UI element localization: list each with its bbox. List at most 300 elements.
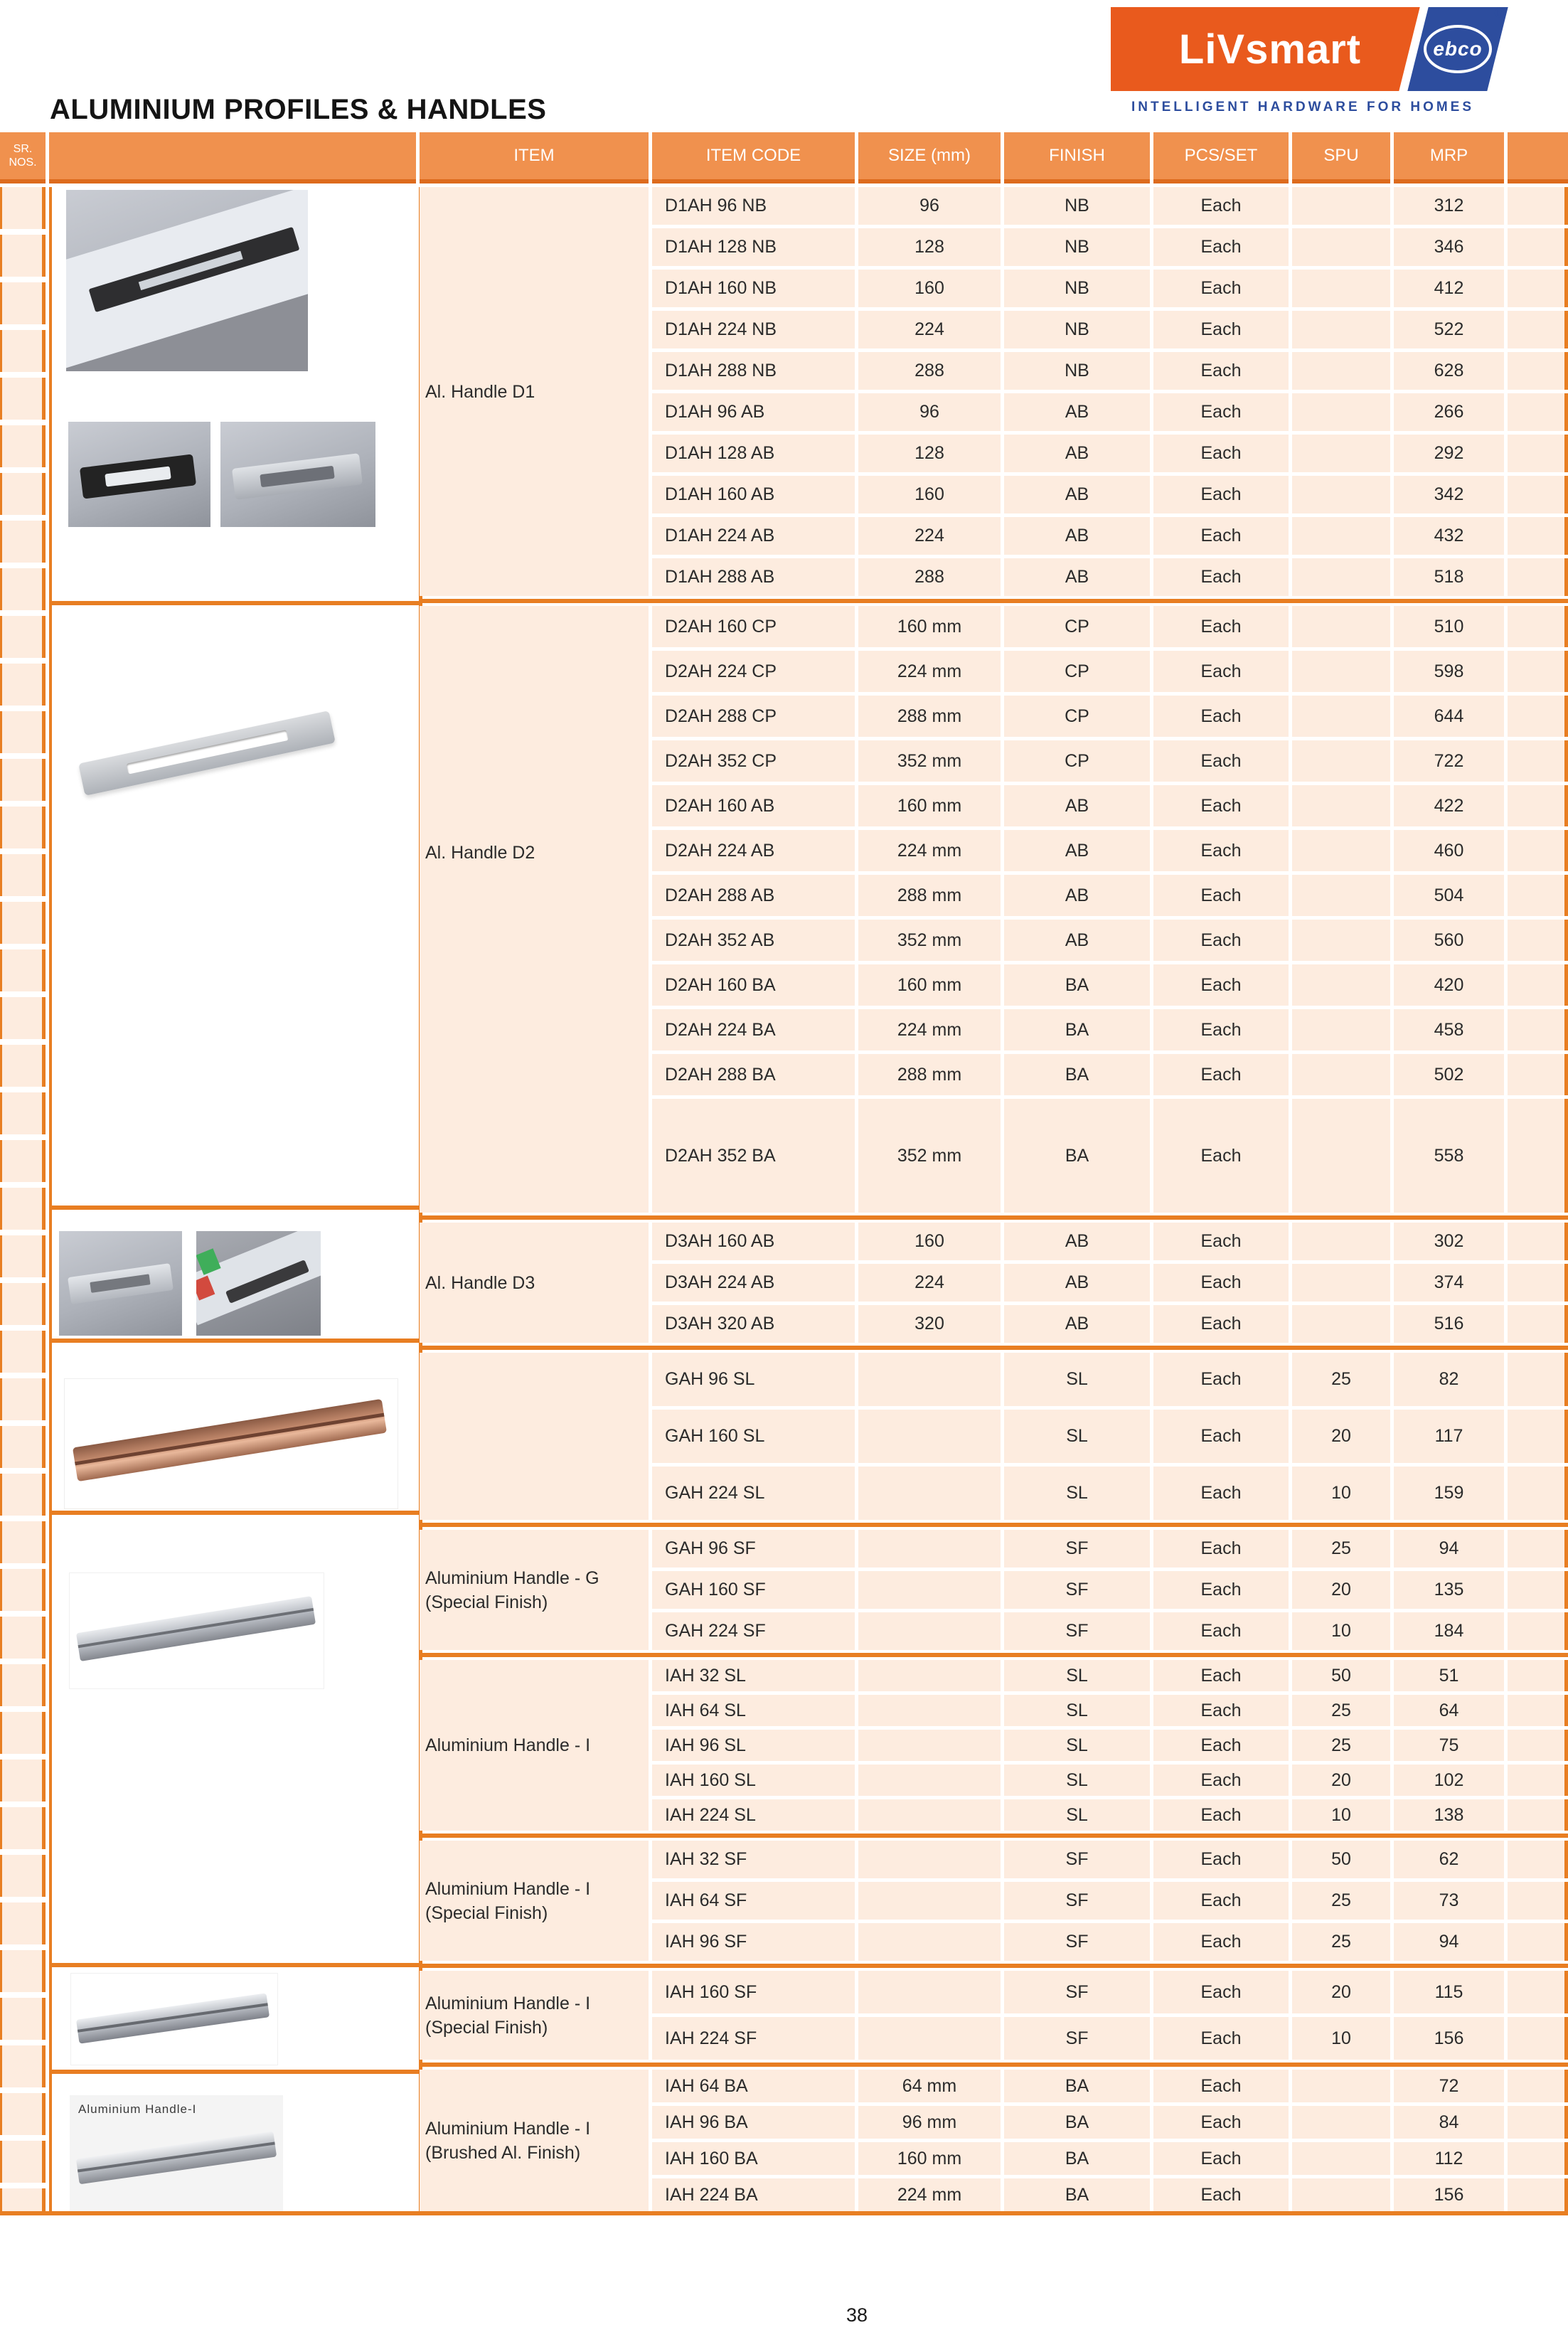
table-row — [652, 558, 1568, 596]
cell-trailing — [1508, 1882, 1568, 1920]
cell-size: 288 mm — [858, 1054, 1001, 1095]
cell-finish: SF — [1004, 2017, 1150, 2060]
cell-trailing — [1508, 1923, 1568, 1961]
gah-copper-image-panel — [52, 1343, 419, 1511]
cell-pcs-set: Each — [1153, 1841, 1289, 1878]
cell-spu: 25 — [1292, 1353, 1390, 1406]
cell-pcs-set: Each — [1153, 606, 1289, 647]
cell-trailing — [1508, 875, 1568, 916]
cell-spu: 25 — [1292, 1730, 1390, 1761]
cell-finish: AB — [1004, 830, 1150, 871]
cell-finish: SF — [1004, 1530, 1150, 1568]
cell-pcs-set: Each — [1153, 558, 1289, 596]
cell-size — [858, 1799, 1001, 1831]
cell-pcs-set: Each — [1153, 1660, 1289, 1691]
table-row — [652, 1571, 1568, 1609]
cell-spu — [1292, 964, 1390, 1006]
cell-size: 224 — [858, 517, 1001, 555]
cell-mrp: 82 — [1394, 1353, 1504, 1406]
table-row — [652, 1730, 1568, 1761]
cell-item-code: D1AH 160 NB — [652, 270, 855, 307]
cell-pcs-set: Each — [1153, 2178, 1289, 2211]
cell-size: 160 mm — [858, 964, 1001, 1006]
cell-trailing — [1508, 476, 1568, 513]
cell-spu: 50 — [1292, 1660, 1390, 1691]
cell-mrp: 94 — [1394, 1923, 1504, 1961]
cell-spu — [1292, 2142, 1390, 2175]
cell-size: 128 — [858, 435, 1001, 472]
cell-spu: 20 — [1292, 1410, 1390, 1463]
cell-trailing — [1508, 270, 1568, 307]
cell-trailing — [1508, 696, 1568, 737]
cell-trailing — [1508, 517, 1568, 555]
cell-finish: AB — [1004, 785, 1150, 826]
cell-finish: SL — [1004, 1799, 1150, 1831]
cell-size: 224 — [858, 1264, 1001, 1302]
page-title: ALUMINIUM PROFILES & HANDLES — [50, 94, 547, 125]
cell-size — [858, 1923, 1001, 1961]
cell-finish: CP — [1004, 651, 1150, 692]
cell-mrp: 412 — [1394, 270, 1504, 307]
cell-trailing — [1508, 435, 1568, 472]
silver-g-handle-photo — [69, 1572, 324, 1689]
cell-spu — [1292, 2178, 1390, 2211]
cell-spu — [1292, 830, 1390, 871]
copper-handle-photo — [64, 1378, 398, 1509]
item-group-label: Aluminium Handle - G (Special Finish) — [420, 1530, 649, 1650]
cell-trailing — [1508, 393, 1568, 431]
cell-finish: SF — [1004, 1882, 1150, 1920]
cell-spu: 25 — [1292, 1695, 1390, 1726]
cell-mrp: 422 — [1394, 785, 1504, 826]
cell-item-code: D1AH 128 NB — [652, 228, 855, 266]
cell-pcs-set: Each — [1153, 696, 1289, 737]
cell-trailing — [1508, 311, 1568, 348]
cell-pcs-set: Each — [1153, 785, 1289, 826]
cell-pcs-set: Each — [1153, 1054, 1289, 1095]
cell-finish: SF — [1004, 1971, 1150, 2013]
cell-pcs-set: Each — [1153, 1971, 1289, 2013]
cell-trailing — [1508, 1054, 1568, 1095]
cell-trailing — [1508, 1841, 1568, 1878]
cell-trailing — [1508, 2142, 1568, 2175]
cell-trailing — [1508, 187, 1568, 225]
cell-spu — [1292, 517, 1390, 555]
item-group-label: Aluminium Handle - I (Brushed Al. Finish) — [420, 2070, 649, 2211]
item-group-label: Al. Handle D1 — [420, 187, 649, 596]
cell-finish: NB — [1004, 270, 1150, 307]
table-row — [652, 696, 1568, 737]
product-group-section — [420, 1971, 1568, 2060]
cell-spu: 25 — [1292, 1530, 1390, 1568]
cell-finish: NB — [1004, 187, 1150, 225]
cell-mrp: 346 — [1394, 228, 1504, 266]
table-row — [652, 311, 1568, 348]
iah-brushed-image-panel — [52, 2074, 419, 2215]
cell-mrp: 342 — [1394, 476, 1504, 513]
cell-item-code: IAH 96 BA — [652, 2106, 855, 2139]
cell-spu — [1292, 1264, 1390, 1302]
cell-trailing — [1508, 2178, 1568, 2211]
cell-spu — [1292, 2106, 1390, 2139]
cell-item-code: D1AH 288 AB — [652, 558, 855, 596]
table-row — [652, 2178, 1568, 2211]
table-row — [652, 1410, 1568, 1463]
cell-pcs-set: Each — [1153, 435, 1289, 472]
cell-spu: 20 — [1292, 1571, 1390, 1609]
cell-pcs-set: Each — [1153, 920, 1289, 961]
cell-trailing — [1508, 606, 1568, 647]
cell-mrp: 560 — [1394, 920, 1504, 961]
cell-size: 352 mm — [858, 920, 1001, 961]
livsmart-logo — [1111, 7, 1429, 91]
cell-pcs-set: Each — [1153, 270, 1289, 307]
product-group-section — [420, 2070, 1568, 2211]
cell-spu — [1292, 476, 1390, 513]
cell-trailing — [1508, 228, 1568, 266]
cell-spu — [1292, 2070, 1390, 2102]
table-row — [652, 1841, 1568, 1878]
cell-item-code: GAH 96 SL — [652, 1353, 855, 1406]
cell-trailing — [1508, 1353, 1568, 1406]
cell-mrp: 628 — [1394, 352, 1504, 390]
table-header-row — [0, 132, 1568, 183]
sr-nos-column — [0, 187, 46, 2215]
product-group-section — [420, 187, 1568, 596]
cell-finish: SL — [1004, 1730, 1150, 1761]
table-row — [652, 606, 1568, 647]
d3-image-panel — [52, 1210, 419, 1339]
cell-pcs-set: Each — [1153, 875, 1289, 916]
cell-spu: 25 — [1292, 1882, 1390, 1920]
cell-item-code: D3AH 160 AB — [652, 1223, 855, 1260]
section-divider — [420, 1215, 1568, 1220]
cell-size: 224 mm — [858, 651, 1001, 692]
table-sections — [420, 187, 1568, 2211]
cell-mrp: 374 — [1394, 1264, 1504, 1302]
cell-spu — [1292, 1223, 1390, 1260]
section-divider — [420, 2063, 1568, 2067]
cell-size: 352 mm — [858, 1099, 1001, 1213]
cell-pcs-set: Each — [1153, 2070, 1289, 2102]
table-row — [652, 1223, 1568, 1260]
section-divider — [420, 1523, 1568, 1527]
cell-finish: SL — [1004, 1410, 1150, 1463]
cell-mrp: 518 — [1394, 558, 1504, 596]
cell-mrp: 156 — [1394, 2017, 1504, 2060]
cell-finish: AB — [1004, 435, 1150, 472]
cell-mrp: 312 — [1394, 187, 1504, 225]
table-row — [652, 435, 1568, 472]
header-trailing — [1508, 132, 1568, 183]
cell-item-code: D2AH 224 AB — [652, 830, 855, 871]
cell-size — [858, 1971, 1001, 2013]
cell-item-code: D1AH 160 AB — [652, 476, 855, 513]
page-number: 38 — [846, 2304, 868, 2326]
cell-trailing — [1508, 740, 1568, 782]
cell-size: 288 — [858, 352, 1001, 390]
cell-item-code: GAH 160 SF — [652, 1571, 855, 1609]
cell-mrp: 94 — [1394, 1530, 1504, 1568]
header-item: ITEM — [420, 132, 649, 183]
d3-drawer-photo — [196, 1231, 321, 1336]
cell-spu — [1292, 435, 1390, 472]
cell-spu — [1292, 352, 1390, 390]
cell-item-code: D2AH 352 CP — [652, 740, 855, 782]
cell-pcs-set: Each — [1153, 2142, 1289, 2175]
cell-item-code: D2AH 288 CP — [652, 696, 855, 737]
table-row — [652, 1695, 1568, 1726]
cell-pcs-set: Each — [1153, 187, 1289, 225]
iah-silver-image-panel — [52, 1967, 419, 2070]
cell-finish: BA — [1004, 964, 1150, 1006]
cell-size — [858, 1530, 1001, 1568]
cell-spu — [1292, 696, 1390, 737]
cell-pcs-set: Each — [1153, 1765, 1289, 1796]
table-row — [652, 187, 1568, 225]
cell-size — [858, 1612, 1001, 1650]
cell-pcs-set: Each — [1153, 651, 1289, 692]
cell-item-code: D1AH 96 NB — [652, 187, 855, 225]
header-spu: SPU — [1292, 132, 1390, 183]
cell-size: 96 mm — [858, 2106, 1001, 2139]
cell-pcs-set: Each — [1153, 1799, 1289, 1831]
cell-mrp: 51 — [1394, 1660, 1504, 1691]
cell-finish: SL — [1004, 1765, 1150, 1796]
cell-trailing — [1508, 1305, 1568, 1343]
photo-caption: Aluminium Handle-I — [78, 2102, 197, 2116]
brushed-handle-photo — [70, 2095, 283, 2213]
cell-trailing — [1508, 964, 1568, 1006]
cell-spu — [1292, 270, 1390, 307]
cell-trailing — [1508, 1467, 1568, 1520]
cell-pcs-set: Each — [1153, 1571, 1289, 1609]
cell-pcs-set: Each — [1153, 1882, 1289, 1920]
cell-finish: NB — [1004, 228, 1150, 266]
cell-spu: 50 — [1292, 1841, 1390, 1878]
cell-mrp: 644 — [1394, 696, 1504, 737]
ebco-wordmark: ebco — [1433, 38, 1483, 60]
d2-handle-photo — [73, 676, 343, 833]
cell-trailing — [1508, 1660, 1568, 1691]
cell-item-code: D1AH 96 AB — [652, 393, 855, 431]
table-row — [652, 517, 1568, 555]
ebco-oval-icon — [1424, 25, 1492, 73]
silver-i-handle-photo — [70, 1973, 278, 2065]
cell-mrp: 84 — [1394, 2106, 1504, 2139]
cell-size: 96 — [858, 393, 1001, 431]
cell-spu — [1292, 558, 1390, 596]
cell-finish: SL — [1004, 1695, 1150, 1726]
cell-mrp: 159 — [1394, 1467, 1504, 1520]
brand-logo — [1111, 6, 1505, 121]
section-divider — [420, 1653, 1568, 1657]
table-row — [652, 2070, 1568, 2102]
cell-spu — [1292, 1054, 1390, 1095]
item-group-label: Al. Handle D3 — [420, 1223, 649, 1343]
cell-mrp: 138 — [1394, 1799, 1504, 1831]
cell-finish: AB — [1004, 476, 1150, 513]
cell-mrp: 292 — [1394, 435, 1504, 472]
cell-trailing — [1508, 1099, 1568, 1213]
section-divider — [420, 1834, 1568, 1838]
section-divider — [420, 599, 1568, 603]
cell-spu — [1292, 393, 1390, 431]
cell-trailing — [1508, 558, 1568, 596]
cell-pcs-set: Each — [1153, 1099, 1289, 1213]
cell-finish: SL — [1004, 1353, 1150, 1406]
cell-pcs-set: Each — [1153, 964, 1289, 1006]
cell-item-code: GAH 96 SF — [652, 1530, 855, 1568]
cell-mrp: 502 — [1394, 1054, 1504, 1095]
item-group-label: Al. Handle D2 — [420, 606, 649, 1213]
cell-item-code: D3AH 224 AB — [652, 1264, 855, 1302]
cell-pcs-set: Each — [1153, 2017, 1289, 2060]
product-group-section — [420, 1841, 1568, 1961]
product-group-section — [420, 1353, 1568, 1520]
cell-finish: SL — [1004, 1467, 1150, 1520]
cell-item-code: IAH 64 SF — [652, 1882, 855, 1920]
cell-trailing — [1508, 352, 1568, 390]
cell-item-code: IAH 224 SL — [652, 1799, 855, 1831]
cell-mrp: 184 — [1394, 1612, 1504, 1650]
cell-item-code: D2AH 352 AB — [652, 920, 855, 961]
cell-mrp: 112 — [1394, 2142, 1504, 2175]
cell-pcs-set: Each — [1153, 1612, 1289, 1650]
table-row — [652, 2017, 1568, 2060]
cell-size: 224 mm — [858, 1009, 1001, 1050]
cell-trailing — [1508, 1765, 1568, 1796]
d1-silver-handle-photo — [220, 422, 375, 527]
cell-spu — [1292, 606, 1390, 647]
cell-mrp: 558 — [1394, 1099, 1504, 1213]
cell-item-code: IAH 32 SL — [652, 1660, 855, 1691]
cell-mrp: 598 — [1394, 651, 1504, 692]
cell-trailing — [1508, 1530, 1568, 1568]
cell-spu — [1292, 1305, 1390, 1343]
cell-size — [858, 1882, 1001, 1920]
cell-mrp: 432 — [1394, 517, 1504, 555]
cell-trailing — [1508, 785, 1568, 826]
cell-size: 160 mm — [858, 2142, 1001, 2175]
cell-size — [858, 1467, 1001, 1520]
cell-item-code: D2AH 160 BA — [652, 964, 855, 1006]
cell-pcs-set: Each — [1153, 1009, 1289, 1050]
table-row — [652, 785, 1568, 826]
cell-item-code: GAH 160 SL — [652, 1410, 855, 1463]
cell-size — [858, 1695, 1001, 1726]
cell-item-code: GAH 224 SF — [652, 1612, 855, 1650]
cell-pcs-set: Each — [1153, 476, 1289, 513]
table-row — [652, 270, 1568, 307]
cell-size: 128 — [858, 228, 1001, 266]
cell-mrp: 72 — [1394, 2070, 1504, 2102]
cell-finish: SL — [1004, 1660, 1150, 1691]
header-pcs-set: PCS/SET — [1153, 132, 1289, 183]
cell-size: 352 mm — [858, 740, 1001, 782]
cell-size: 160 — [858, 476, 1001, 513]
cell-trailing — [1508, 651, 1568, 692]
cell-mrp: 75 — [1394, 1730, 1504, 1761]
cell-finish: NB — [1004, 352, 1150, 390]
cell-pcs-set: Each — [1153, 228, 1289, 266]
cell-size: 64 mm — [858, 2070, 1001, 2102]
cell-item-code: D2AH 224 BA — [652, 1009, 855, 1050]
cell-pcs-set: Each — [1153, 1264, 1289, 1302]
d2-image-panel — [52, 605, 419, 1206]
cell-item-code: IAH 160 BA — [652, 2142, 855, 2175]
cell-mrp: 135 — [1394, 1571, 1504, 1609]
table-row — [652, 1882, 1568, 1920]
header-finish: FINISH — [1004, 132, 1150, 183]
cell-pcs-set: Each — [1153, 1223, 1289, 1260]
cell-spu — [1292, 651, 1390, 692]
d1-image-panel — [52, 187, 419, 601]
cell-finish: BA — [1004, 1009, 1150, 1050]
cell-spu: 10 — [1292, 2017, 1390, 2060]
cell-mrp: 117 — [1394, 1410, 1504, 1463]
cell-finish: AB — [1004, 875, 1150, 916]
cell-mrp: 115 — [1394, 1971, 1504, 2013]
cell-finish: BA — [1004, 1099, 1150, 1213]
cell-trailing — [1508, 1799, 1568, 1831]
cell-size: 224 mm — [858, 830, 1001, 871]
cell-size — [858, 1571, 1001, 1609]
cell-finish: CP — [1004, 606, 1150, 647]
header-mrp: MRP — [1394, 132, 1504, 183]
table-row — [652, 1099, 1568, 1213]
cell-mrp: 62 — [1394, 1841, 1504, 1878]
cell-size — [858, 1660, 1001, 1691]
cell-mrp: 64 — [1394, 1695, 1504, 1726]
cell-item-code: GAH 224 SL — [652, 1467, 855, 1520]
cell-size: 320 — [858, 1305, 1001, 1343]
table-row — [652, 964, 1568, 1006]
cell-size: 224 mm — [858, 2178, 1001, 2211]
cell-pcs-set: Each — [1153, 2106, 1289, 2139]
cell-trailing — [1508, 2106, 1568, 2139]
cell-item-code: IAH 96 SF — [652, 1923, 855, 1961]
cell-mrp: 522 — [1394, 311, 1504, 348]
cell-finish: AB — [1004, 1264, 1150, 1302]
table-row — [652, 1054, 1568, 1095]
cell-finish: AB — [1004, 1223, 1150, 1260]
cell-mrp: 510 — [1394, 606, 1504, 647]
cell-trailing — [1508, 830, 1568, 871]
table-row — [652, 1467, 1568, 1520]
cell-mrp: 156 — [1394, 2178, 1504, 2211]
cell-finish: CP — [1004, 696, 1150, 737]
header-image-column — [49, 132, 416, 183]
cell-size: 96 — [858, 187, 1001, 225]
cell-size — [858, 1410, 1001, 1463]
cell-spu — [1292, 187, 1390, 225]
cell-item-code: IAH 64 SL — [652, 1695, 855, 1726]
cell-trailing — [1508, 1971, 1568, 2013]
cell-finish: BA — [1004, 2178, 1150, 2211]
cell-finish: SF — [1004, 1571, 1150, 1609]
cell-item-code: D1AH 224 NB — [652, 311, 855, 348]
table-bottom-border — [0, 2211, 1568, 2215]
cell-mrp: 266 — [1394, 393, 1504, 431]
table-row — [652, 2142, 1568, 2175]
cell-finish: AB — [1004, 1305, 1150, 1343]
cell-item-code: IAH 224 SF — [652, 2017, 855, 2060]
cell-spu: 10 — [1292, 1467, 1390, 1520]
cell-pcs-set: Each — [1153, 393, 1289, 431]
product-image-column — [49, 187, 422, 2215]
cell-size: 160 — [858, 270, 1001, 307]
